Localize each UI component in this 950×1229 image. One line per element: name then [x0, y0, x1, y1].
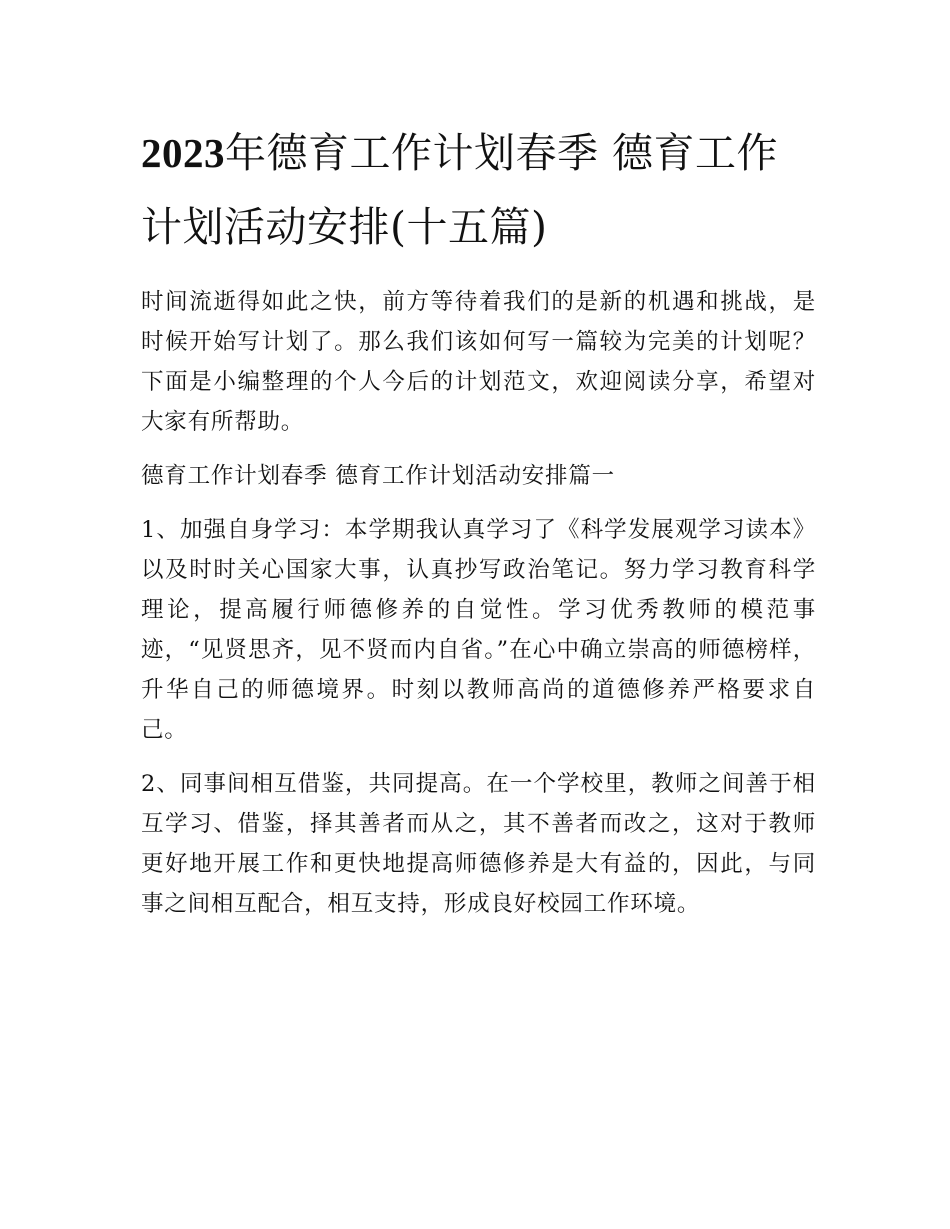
document-body [141, 282, 816, 924]
point-1-paragraph: 1、加强自身学习：本学期我认真学习了《科学发展观学习读本》以及时时关心国家大事，认真抄写政治笔记。努力学习教育科学理论，提高履行师德修养的自觉性。学习优秀教师的模范事迹，“见贤思齐，见不贤而内自省。”在心中确立崇高的师德榜样，升华自己的师德境界。时刻以教师高尚的道德修养严格要求自己。 [141, 517, 816, 743]
title-text: 年德育工作计划春季 德育工作计划活动安排(十五篇) [141, 129, 779, 251]
title-year: 2023 [141, 130, 225, 176]
intro-paragraph: 时间流逝得如此之快，前方等待着我们的是新的机遇和挑战，是时候开始写计划了。那么我们该如何写一篇较为完美的计划呢？下面是小编整理的个人今后的计划范文，欢迎阅读分享，希望对大家有所帮助。 [141, 289, 816, 435]
document-page [141, 116, 816, 924]
document-title [141, 116, 816, 264]
point-2-paragraph: 2、同事间相互借鉴，共同提高。在一个学校里，教师之间善于相互学习、借鉴，择其善者而从之，其不善者而改之，这对于教师更好地开展工作和更快地提高师德修养是大有益的，因此，与同事之间相互配合，相互支持，形成良好校园工作环境。 [141, 771, 816, 917]
section-heading: 德育工作计划春季 德育工作计划活动安排篇一 [141, 463, 615, 489]
